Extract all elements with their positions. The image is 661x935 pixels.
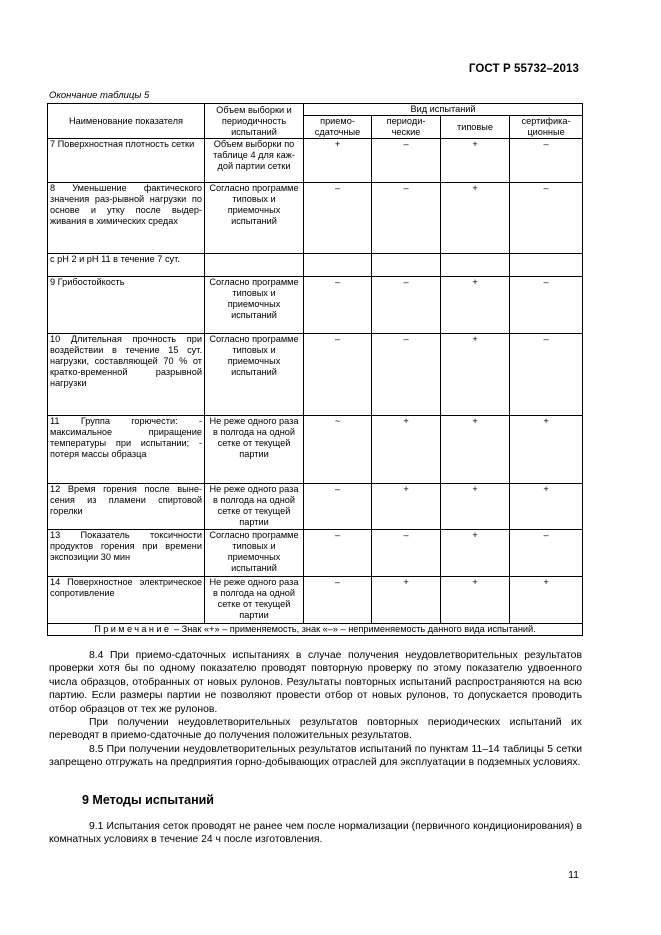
table-note — [48, 624, 583, 636]
row-volume: Согласно программе типовых и приемочных испытаний — [205, 183, 304, 254]
mark-cell: + — [441, 277, 510, 334]
page-number: 11 — [568, 869, 579, 881]
row-volume: Согласно программе типовых и приемочных испытаний — [205, 334, 304, 416]
mark-cell: – — [510, 139, 583, 183]
mark-cell: + — [441, 139, 510, 183]
header-name: Наименование показателя — [48, 104, 205, 139]
mark-cell: – — [372, 139, 441, 183]
mark-cell: + — [304, 139, 372, 183]
mark-cell: + — [441, 530, 510, 577]
mark-cell: + — [372, 484, 441, 530]
mark-cell: + — [441, 484, 510, 530]
table-row — [48, 416, 583, 484]
section-title: 9 Методы испытаний — [82, 793, 214, 807]
mark-cell: + — [510, 577, 583, 624]
test-types-table — [47, 103, 583, 636]
header-acceptance: приемо-сдаточные — [304, 116, 372, 139]
mark-cell: – — [304, 577, 372, 624]
mark-cell: – — [510, 334, 583, 416]
table-row — [48, 183, 583, 254]
row-name: 12 Время горения после выне-сения из пламени спиртовой горелки — [48, 484, 205, 530]
row-volume: Не реже одного раза в полгода на одной сетке от текущей партии — [205, 484, 304, 530]
mark-cell: + — [510, 484, 583, 530]
mark-cell — [441, 254, 510, 277]
table-row — [48, 254, 583, 277]
table-row — [48, 577, 583, 624]
header-certification: сертифика-ционные — [510, 116, 583, 139]
mark-cell: – — [372, 277, 441, 334]
row-name: 14 Поверхностное электрическое сопротивление — [48, 577, 205, 624]
row-volume: Объем выборки по таблице 4 для каж-дой партии сетки — [205, 139, 304, 183]
table-caption: Окончание таблицы 5 — [49, 90, 150, 101]
note-label: Примечание — [94, 624, 172, 634]
table-row — [48, 334, 583, 416]
row-name: 9 Грибостойкость — [48, 277, 205, 334]
mark-cell: – — [510, 183, 583, 254]
table-row — [48, 139, 583, 183]
mark-cell — [304, 254, 372, 277]
mark-cell: + — [441, 183, 510, 254]
row-name: 7 Поверхностная плотность сетки — [48, 139, 205, 183]
note-text: – Знак «+» – применяемость, знак «–» – неприменяемость данного вида испытаний. — [171, 624, 536, 634]
paragraph-9-1: 9.1 Испытания сеток проводят не ранее чем после нормализации (первичного кондиционирования) в комнатных условиях в течение 24 ч после изготовления. — [49, 821, 582, 846]
table-row — [48, 277, 583, 334]
mark-cell: – — [372, 183, 441, 254]
mark-cell — [372, 254, 441, 277]
header-periodic: периоди-ческие — [372, 116, 441, 139]
mark-cell: – — [304, 530, 372, 577]
row-volume: Согласно программе типовых и приемочных испытаний — [205, 530, 304, 577]
mark-cell: – — [304, 277, 372, 334]
mark-cell: – — [304, 334, 372, 416]
paragraph-8-4: 8.4 При приемо-сдаточных испытаниях в случае получения неудовлетворительных результатов проверки хотя бы по одному показателю проводят повторную проверку по этому показателю удвоенного числа образцов, отобранных от новых рулонов. Результаты повторных испытаний распространяются на всю партию. Если размеры партии не позволяют провести отбор от новых рулонов, то допускается проводить отбор образцов от тех же рулонов. — [49, 650, 582, 715]
mark-cell: – — [372, 334, 441, 416]
paragraph-8-4-repeat: При получении неудовлетворительных результатов повторных периодических испытаний их переводят в приемо-сдаточные до получения положительных результатов. — [49, 717, 582, 742]
row-name: 8 Уменьшение фактического значения раз-рывной нагрузки по основе и утку после выдер-живания в химических средах — [48, 183, 205, 254]
header-volume: Объем выборки и периодичность испытаний — [205, 104, 304, 139]
row-name: 10 Длительная прочность при воздействии в течение 15 сут. нагрузки, составляющей 70 % от кратко-временной разрывной нагрузки — [48, 334, 205, 416]
row-name: 13 Показатель токсичности продуктов горения при времени экспозиции 30 мин — [48, 530, 205, 577]
table-note-row — [48, 624, 583, 636]
mark-cell: + — [441, 577, 510, 624]
paragraphs-block-9 — [49, 820, 582, 847]
mark-cell: – — [510, 277, 583, 334]
paragraph-8-5: 8.5 При получении неудовлетворительных результатов испытаний по пунктам 11–14 таблицы 5 сетки запрещено отгружать на предприятия горно-добывающих отраслей для эксплуатации в подземных условиях. — [49, 743, 582, 769]
header-kind: Вид испытаний — [304, 104, 583, 116]
mark-cell: – — [304, 484, 372, 530]
mark-cell: + — [441, 334, 510, 416]
mark-cell: – — [510, 530, 583, 577]
document-code: ГОСТ Р 55732–2013 — [468, 63, 579, 75]
mark-cell: ~ — [304, 416, 372, 484]
row-volume: Не реже одного раза в полгода на одной сетке от текущей партии — [205, 577, 304, 624]
row-name: с рН 2 и рН 11 в течение 7 сут. — [48, 254, 205, 277]
mark-cell: + — [372, 577, 441, 624]
mark-cell: – — [304, 183, 372, 254]
mark-cell: + — [510, 416, 583, 484]
header-type: типовые — [441, 116, 510, 139]
paragraphs-block-8 — [49, 649, 582, 770]
table-row — [48, 484, 583, 530]
mark-cell: + — [372, 416, 441, 484]
row-volume: Не реже одного раза в полгода на одной сетке от текущей партии — [205, 416, 304, 484]
mark-cell — [510, 254, 583, 277]
table-row — [48, 530, 583, 577]
row-volume: Согласно программе типовых и приемочных испытаний — [205, 277, 304, 334]
mark-cell: + — [441, 416, 510, 484]
row-volume — [205, 254, 304, 277]
row-name: 11 Группа горючести: - максимальное приращение температуры при испытании; - потеря массы образца — [48, 416, 205, 484]
mark-cell: – — [372, 530, 441, 577]
